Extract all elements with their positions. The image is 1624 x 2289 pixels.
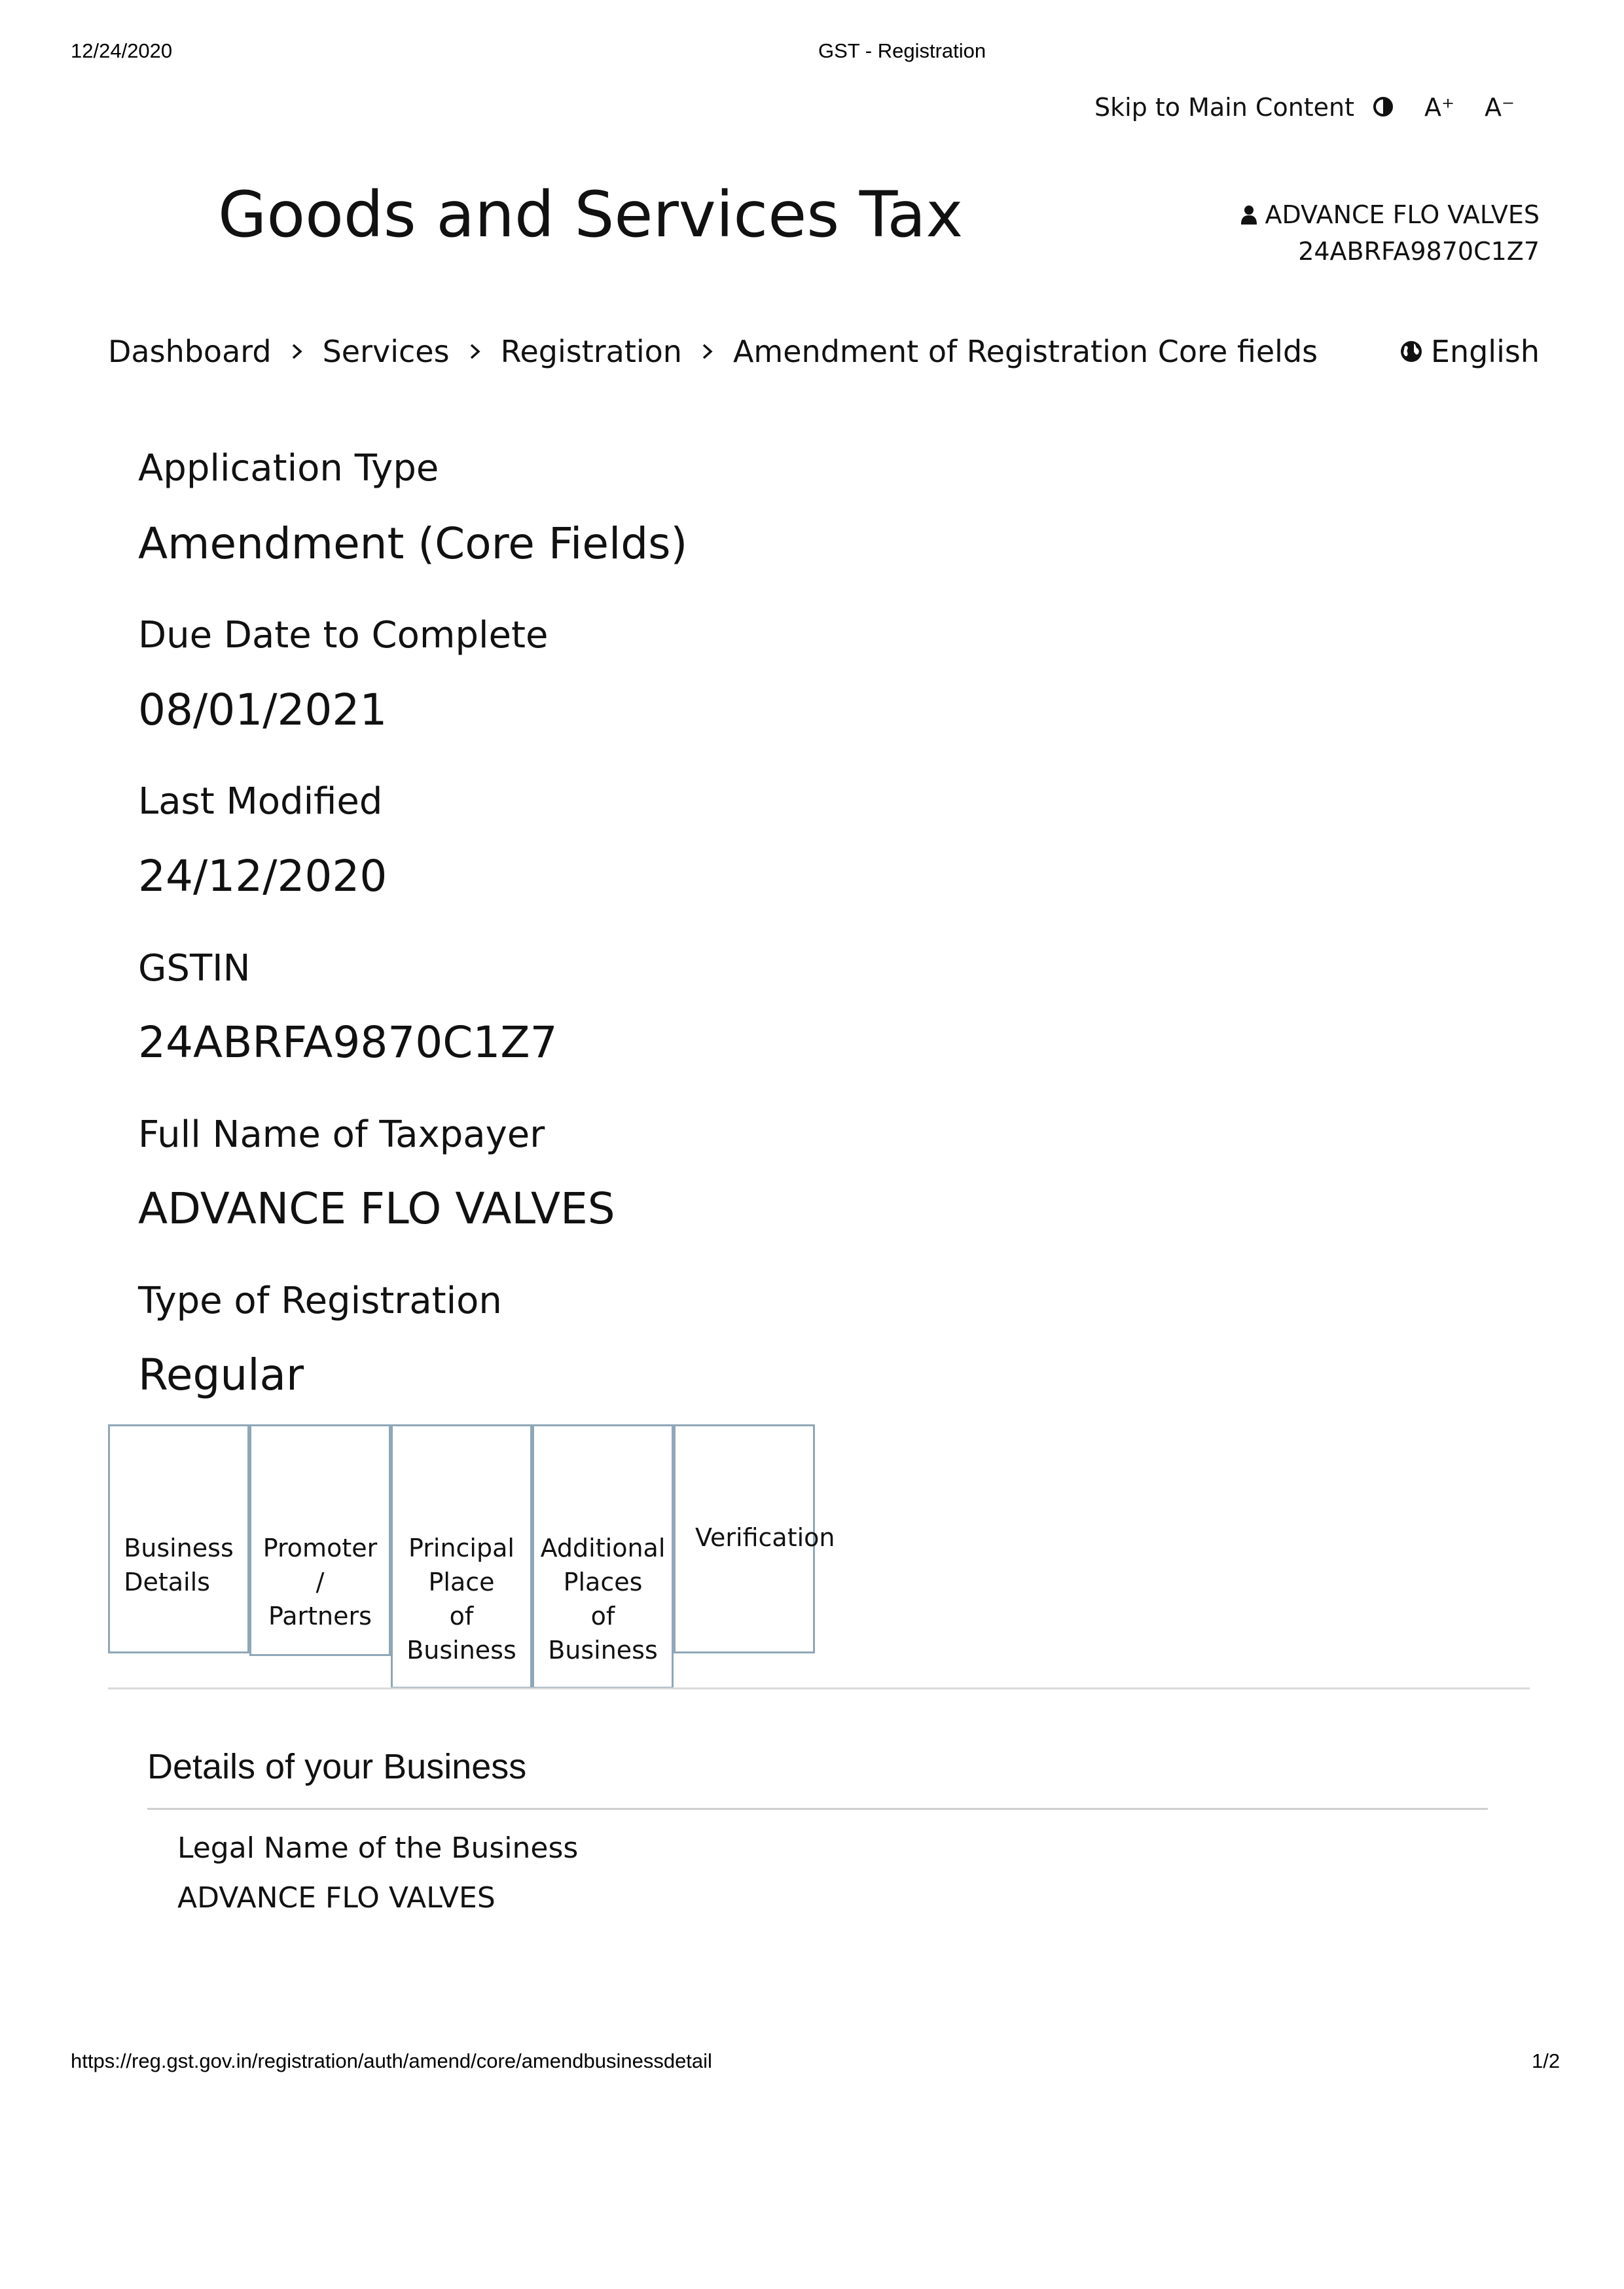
breadcrumb [108, 334, 1318, 369]
taxpayer-name-value: ADVANCE FLO VALVES [138, 1183, 615, 1234]
tab-label: Verification [695, 1523, 835, 1552]
section-divider [147, 1808, 1488, 1810]
breadcrumb-dashboard[interactable]: Dashboard [108, 334, 272, 369]
user-profile[interactable] [1241, 196, 1540, 270]
site-title[interactable]: Goods and Services Tax [218, 178, 964, 251]
language-label: English [1430, 334, 1540, 369]
decrease-font-button[interactable]: A⁻ [1485, 93, 1515, 122]
user-gstin: 24ABRFA9870C1Z7 [1298, 237, 1540, 266]
chevron-right-icon [291, 343, 303, 360]
contrast-icon [1373, 97, 1393, 117]
tab-business-details[interactable] [108, 1424, 249, 1653]
last-modified-label: Last Modified [138, 780, 383, 823]
registration-type-label: Type of Registration [138, 1280, 502, 1322]
gstin-value: 24ABRFA9870C1Z7 [138, 1017, 558, 1068]
print-doc-title: GST - Registration [818, 39, 986, 62]
business-details-title: Details of your Business [147, 1747, 527, 1786]
chevron-right-icon [469, 343, 481, 360]
tab-verification[interactable] [674, 1424, 835, 1653]
globe-icon [1399, 340, 1423, 363]
breadcrumb-registration[interactable]: Registration [500, 334, 682, 369]
tab-label: Additional Places of Business [540, 1534, 666, 1665]
print-date: 12/24/2020 [71, 39, 173, 62]
increase-font-button[interactable]: A⁺ [1424, 93, 1455, 122]
tab-label: Principal Place of Business [406, 1534, 516, 1665]
last-modified-value: 24/12/2020 [138, 851, 388, 901]
user-icon [1241, 205, 1257, 225]
tabs-divider [108, 1687, 1530, 1689]
gstin-label: GSTIN [138, 947, 251, 990]
tab-label: Business Details [124, 1534, 234, 1596]
breadcrumb-current: Amendment of Registration Core fields [732, 334, 1318, 369]
tab-label: Promoter / Partners [262, 1534, 378, 1631]
chevron-right-icon [702, 343, 713, 360]
skip-to-main-link[interactable]: Skip to Main Content [1094, 93, 1355, 122]
application-type-label: Application Type [138, 447, 439, 490]
tab-principal-place[interactable] [391, 1424, 532, 1689]
tab-additional-places[interactable] [532, 1424, 674, 1689]
user-name: ADVANCE FLO VALVES [1265, 200, 1540, 229]
legal-name-label: Legal Name of the Business [177, 1831, 579, 1865]
language-selector[interactable] [1399, 334, 1540, 369]
breadcrumb-services[interactable]: Services [322, 334, 450, 369]
contrast-toggle[interactable] [1373, 97, 1393, 117]
application-type-value: Amendment (Core Fields) [138, 518, 688, 569]
print-url: https://reg.gst.gov.in/registration/auth/amend/core/amendbusinessdetail [71, 2049, 712, 2072]
tab-promoter-partners[interactable] [249, 1424, 391, 1656]
legal-name-value: ADVANCE FLO VALVES [177, 1881, 496, 1915]
registration-type-value: Regular [138, 1350, 304, 1400]
print-page-number: 1/2 [1532, 2049, 1561, 2072]
due-date-label: Due Date to Complete [138, 614, 549, 657]
due-date-value: 08/01/2021 [138, 685, 388, 735]
taxpayer-name-label: Full Name of Taxpayer [138, 1113, 545, 1156]
